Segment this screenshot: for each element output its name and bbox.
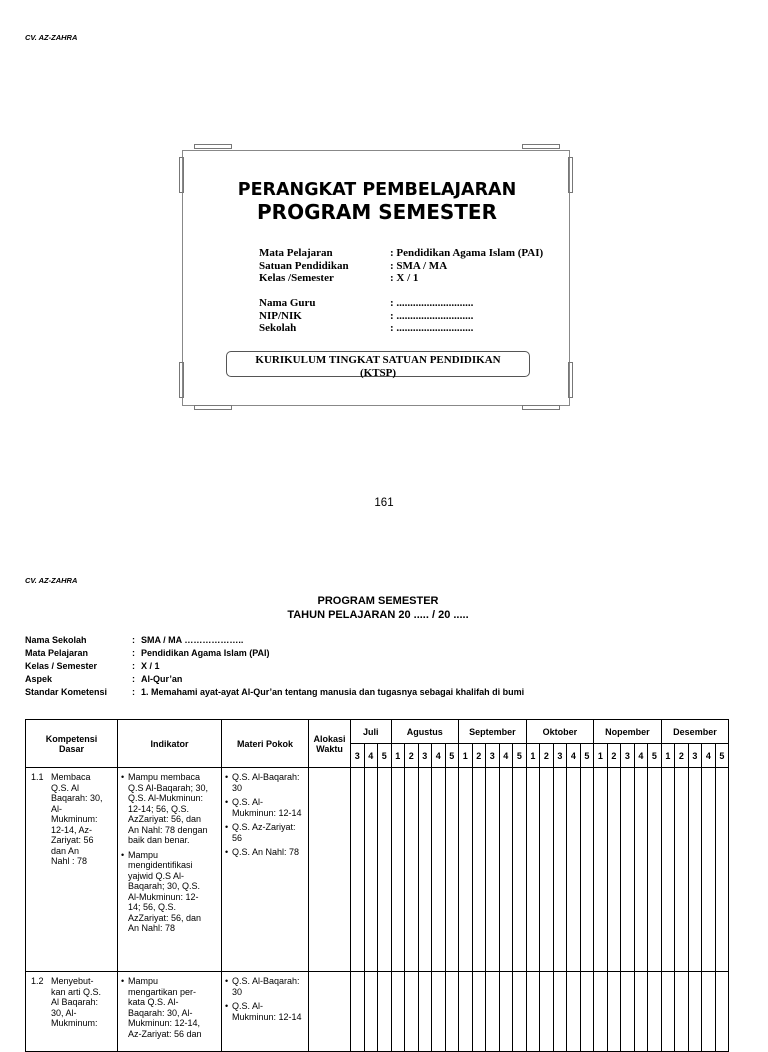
week-cell: [526, 972, 540, 1052]
week-cell: [445, 768, 459, 972]
materi-item: • Q.S. Al-Baqarah: 30: [225, 772, 306, 793]
week-number: 1: [594, 744, 608, 768]
cover-field-value: : ............................: [390, 322, 474, 334]
cover-field-label: Nama Guru: [259, 297, 316, 309]
program-subtitle: TAHUN PELAJARAN 20 ..... / 20 .....: [287, 609, 469, 621]
week-number: 5: [580, 744, 594, 768]
materi-item: • Q.S. Al- Mukminun: 12-14: [225, 1001, 306, 1022]
kd-text: Menyebut- kan arti Q.S. Al Baqarah: 30, Al- Mukminum:: [51, 976, 102, 1028]
week-number: 3: [418, 744, 432, 768]
info-value: SMA / MA ………………..: [141, 635, 244, 645]
cover-subtitle: PROGRAM SEMESTER: [257, 200, 497, 224]
week-cell: [594, 972, 608, 1052]
header-kompetensi-dasar: Kompetensi Dasar: [26, 720, 118, 768]
frame-corner-ornament: [194, 144, 232, 149]
header-month: Nopember: [594, 720, 662, 744]
week-number: 2: [675, 744, 689, 768]
week-number: 2: [607, 744, 621, 768]
frame-corner-ornament: [568, 157, 573, 193]
week-cell: [418, 972, 432, 1052]
week-number: 2: [405, 744, 419, 768]
header-materi-pokok: Materi Pokok: [222, 720, 309, 768]
week-number: 4: [364, 744, 378, 768]
week-cell: [364, 972, 378, 1052]
week-cell: [688, 972, 702, 1052]
cover-field-value: : Pendidikan Agama Islam (PAI): [390, 247, 544, 259]
week-cell: [405, 972, 419, 1052]
publisher-header: CV. AZ-ZAHRA: [25, 576, 78, 585]
week-cell: [594, 768, 608, 972]
week-cell: [513, 972, 527, 1052]
week-cell: [364, 768, 378, 972]
materi-cell: [222, 972, 309, 1052]
materi-item: • Q.S. An Nahl: 78: [225, 847, 306, 858]
week-cell: [702, 768, 716, 972]
week-cell: [607, 768, 621, 972]
header-indikator: Indikator: [118, 720, 222, 768]
week-cell: [675, 972, 689, 1052]
week-number: 5: [648, 744, 662, 768]
cover-title: PERANGKAT PEMBELAJARAN: [237, 180, 517, 200]
week-cell: [391, 972, 405, 1052]
week-number: 3: [621, 744, 635, 768]
week-cell: [553, 768, 567, 972]
week-cell: [499, 768, 513, 972]
week-cell: [634, 972, 648, 1052]
table-row: [26, 768, 729, 972]
table-row: [26, 972, 729, 1052]
week-cell: [445, 972, 459, 1052]
frame-corner-ornament: [522, 144, 560, 149]
info-label: Aspek: [25, 674, 53, 684]
week-number: 4: [432, 744, 446, 768]
materi-item: • Q.S. Az-Zariyat: 56: [225, 822, 306, 843]
alokasi-cell: [309, 768, 351, 972]
indikator-cell: [118, 768, 222, 972]
week-cell: [540, 768, 554, 972]
cover-field-value: : ............................: [390, 297, 474, 309]
week-cell: [702, 972, 716, 1052]
week-cell: [472, 768, 486, 972]
frame-corner-ornament: [179, 157, 184, 193]
info-label: Mata Pelajaran: [25, 648, 89, 658]
week-number: 3: [553, 744, 567, 768]
curriculum-line: (KTSP): [359, 367, 397, 379]
week-cell: [648, 972, 662, 1052]
cover-field-label: Kelas /Semester: [259, 272, 334, 284]
week-number: 4: [567, 744, 581, 768]
info-value: X / 1: [141, 661, 160, 671]
week-cell: [432, 768, 446, 972]
kd-text: Membaca Q.S. Al Baqarah: 30, Al- Mukminum: 12-14, Az- Zariyat: 56 dan An Nahl : 78: [51, 772, 103, 866]
kd-cell: [26, 972, 118, 1052]
header-month: Agustus: [391, 720, 459, 744]
cover-field-label: Mata Pelajaran: [259, 247, 333, 259]
semester-schedule-table: [25, 719, 729, 1052]
week-number: 3: [351, 744, 365, 768]
week-cell: [526, 768, 540, 972]
indikator-item: • Mampu mengidentifikasi yajwid Q.S Al- Baqarah; 30, Q.S. Al-Mukminun: 12- 14; 56, Q.S. AzZariyat: 56, dan An Nahl: 78: [121, 850, 219, 934]
header-alokasi-waktu: Alokasi Waktu: [309, 720, 351, 768]
cover-field-label: Sekolah: [259, 322, 297, 334]
week-cell: [715, 972, 729, 1052]
page-number: 161: [374, 497, 394, 509]
week-cell: [459, 972, 473, 1052]
materi-cell: [222, 768, 309, 972]
curriculum-banner-text: [226, 354, 530, 380]
info-value: 1. Memahami ayat-ayat Al-Qur’an tentang manusia dan tugasnya sebagai khalifah di bumi: [141, 687, 525, 697]
week-cell: [553, 972, 567, 1052]
week-cell: [688, 768, 702, 972]
week-cell: [621, 768, 635, 972]
week-cell: [580, 768, 594, 972]
week-cell: [418, 768, 432, 972]
week-number: 1: [526, 744, 540, 768]
curriculum-line: KURIKULUM TINGKAT SATUAN PENDIDIKAN: [255, 354, 501, 366]
info-colon: :: [132, 674, 135, 684]
header-month: September: [459, 720, 527, 744]
week-number: 2: [472, 744, 486, 768]
week-number: 4: [499, 744, 513, 768]
publisher-header: CV. AZ-ZAHRA: [25, 33, 78, 42]
frame-corner-ornament: [568, 362, 573, 398]
week-cell: [661, 972, 675, 1052]
info-colon: :: [132, 635, 135, 645]
week-number: 5: [513, 744, 527, 768]
week-number: 1: [459, 744, 473, 768]
week-cell: [567, 768, 581, 972]
frame-corner-ornament: [194, 405, 232, 410]
week-cell: [648, 768, 662, 972]
week-cell: [472, 972, 486, 1052]
week-cell: [459, 768, 473, 972]
week-cell: [486, 972, 500, 1052]
frame-corner-ornament: [522, 405, 560, 410]
week-cell: [432, 972, 446, 1052]
indikator-item: • Mampu membaca Q.S Al-Baqarah; 30, Q.S. Al-Mukminun: 12-14; 56, Q.S. AzZariyat: 56, dan An Nahl: 78 dengan baik dan benar.: [121, 772, 219, 846]
week-cell: [580, 972, 594, 1052]
kd-number: 1.1: [31, 772, 44, 782]
week-cell: [540, 972, 554, 1052]
indikator-cell: [118, 972, 222, 1052]
week-cell: [378, 768, 392, 972]
week-cell: [499, 972, 513, 1052]
frame-corner-ornament: [179, 362, 184, 398]
week-number: 3: [688, 744, 702, 768]
week-number: 3: [486, 744, 500, 768]
materi-item: • Q.S. Al-Baqarah: 30: [225, 976, 306, 997]
week-cell: [715, 768, 729, 972]
week-number: 1: [661, 744, 675, 768]
kd-number: 1.2: [31, 976, 44, 986]
week-number: 1: [391, 744, 405, 768]
kd-cell: [26, 768, 118, 972]
info-colon: :: [132, 648, 135, 658]
week-cell: [513, 768, 527, 972]
info-label: Kelas / Semester: [25, 661, 98, 671]
week-cell: [378, 972, 392, 1052]
week-cell: [486, 768, 500, 972]
cover-field-value: : ............................: [390, 310, 474, 322]
cover-field-label: Satuan Pendidikan: [259, 260, 349, 272]
week-cell: [351, 768, 365, 972]
week-cell: [621, 972, 635, 1052]
week-cell: [351, 972, 365, 1052]
week-cell: [405, 768, 419, 972]
info-value: Al-Qur’an: [141, 674, 183, 684]
cover-field-label: NIP/NIK: [259, 310, 302, 322]
week-number: 5: [445, 744, 459, 768]
week-number: 5: [378, 744, 392, 768]
week-cell: [661, 768, 675, 972]
week-cell: [567, 972, 581, 1052]
cover-field-value: : X / 1: [390, 272, 419, 284]
info-label: Standar Kometensi: [25, 687, 108, 697]
week-number: 5: [715, 744, 729, 768]
indikator-item: • Mampu mengartikan per- kata Q.S. Al- Baqarah: 30, Al- Mukminun: 12-14, Az-Zariyat: 56 dan: [121, 976, 219, 1039]
week-cell: [634, 768, 648, 972]
info-value: Pendidikan Agama Islam (PAI): [141, 648, 270, 658]
week-cell: [675, 768, 689, 972]
week-cell: [391, 768, 405, 972]
week-number: 2: [540, 744, 554, 768]
alokasi-cell: [309, 972, 351, 1052]
info-label: Nama Sekolah: [25, 635, 87, 645]
header-month: Juli: [351, 720, 392, 744]
header-month: Oktober: [526, 720, 594, 744]
header-month: Desember: [661, 720, 729, 744]
program-title: PROGRAM SEMESTER: [317, 595, 439, 607]
cover-field-value: : SMA / MA: [390, 260, 448, 272]
week-number: 4: [702, 744, 716, 768]
week-cell: [607, 972, 621, 1052]
info-colon: :: [132, 687, 135, 697]
info-colon: :: [132, 661, 135, 671]
week-number: 4: [634, 744, 648, 768]
materi-item: • Q.S. Al- Mukminun: 12-14: [225, 797, 306, 818]
